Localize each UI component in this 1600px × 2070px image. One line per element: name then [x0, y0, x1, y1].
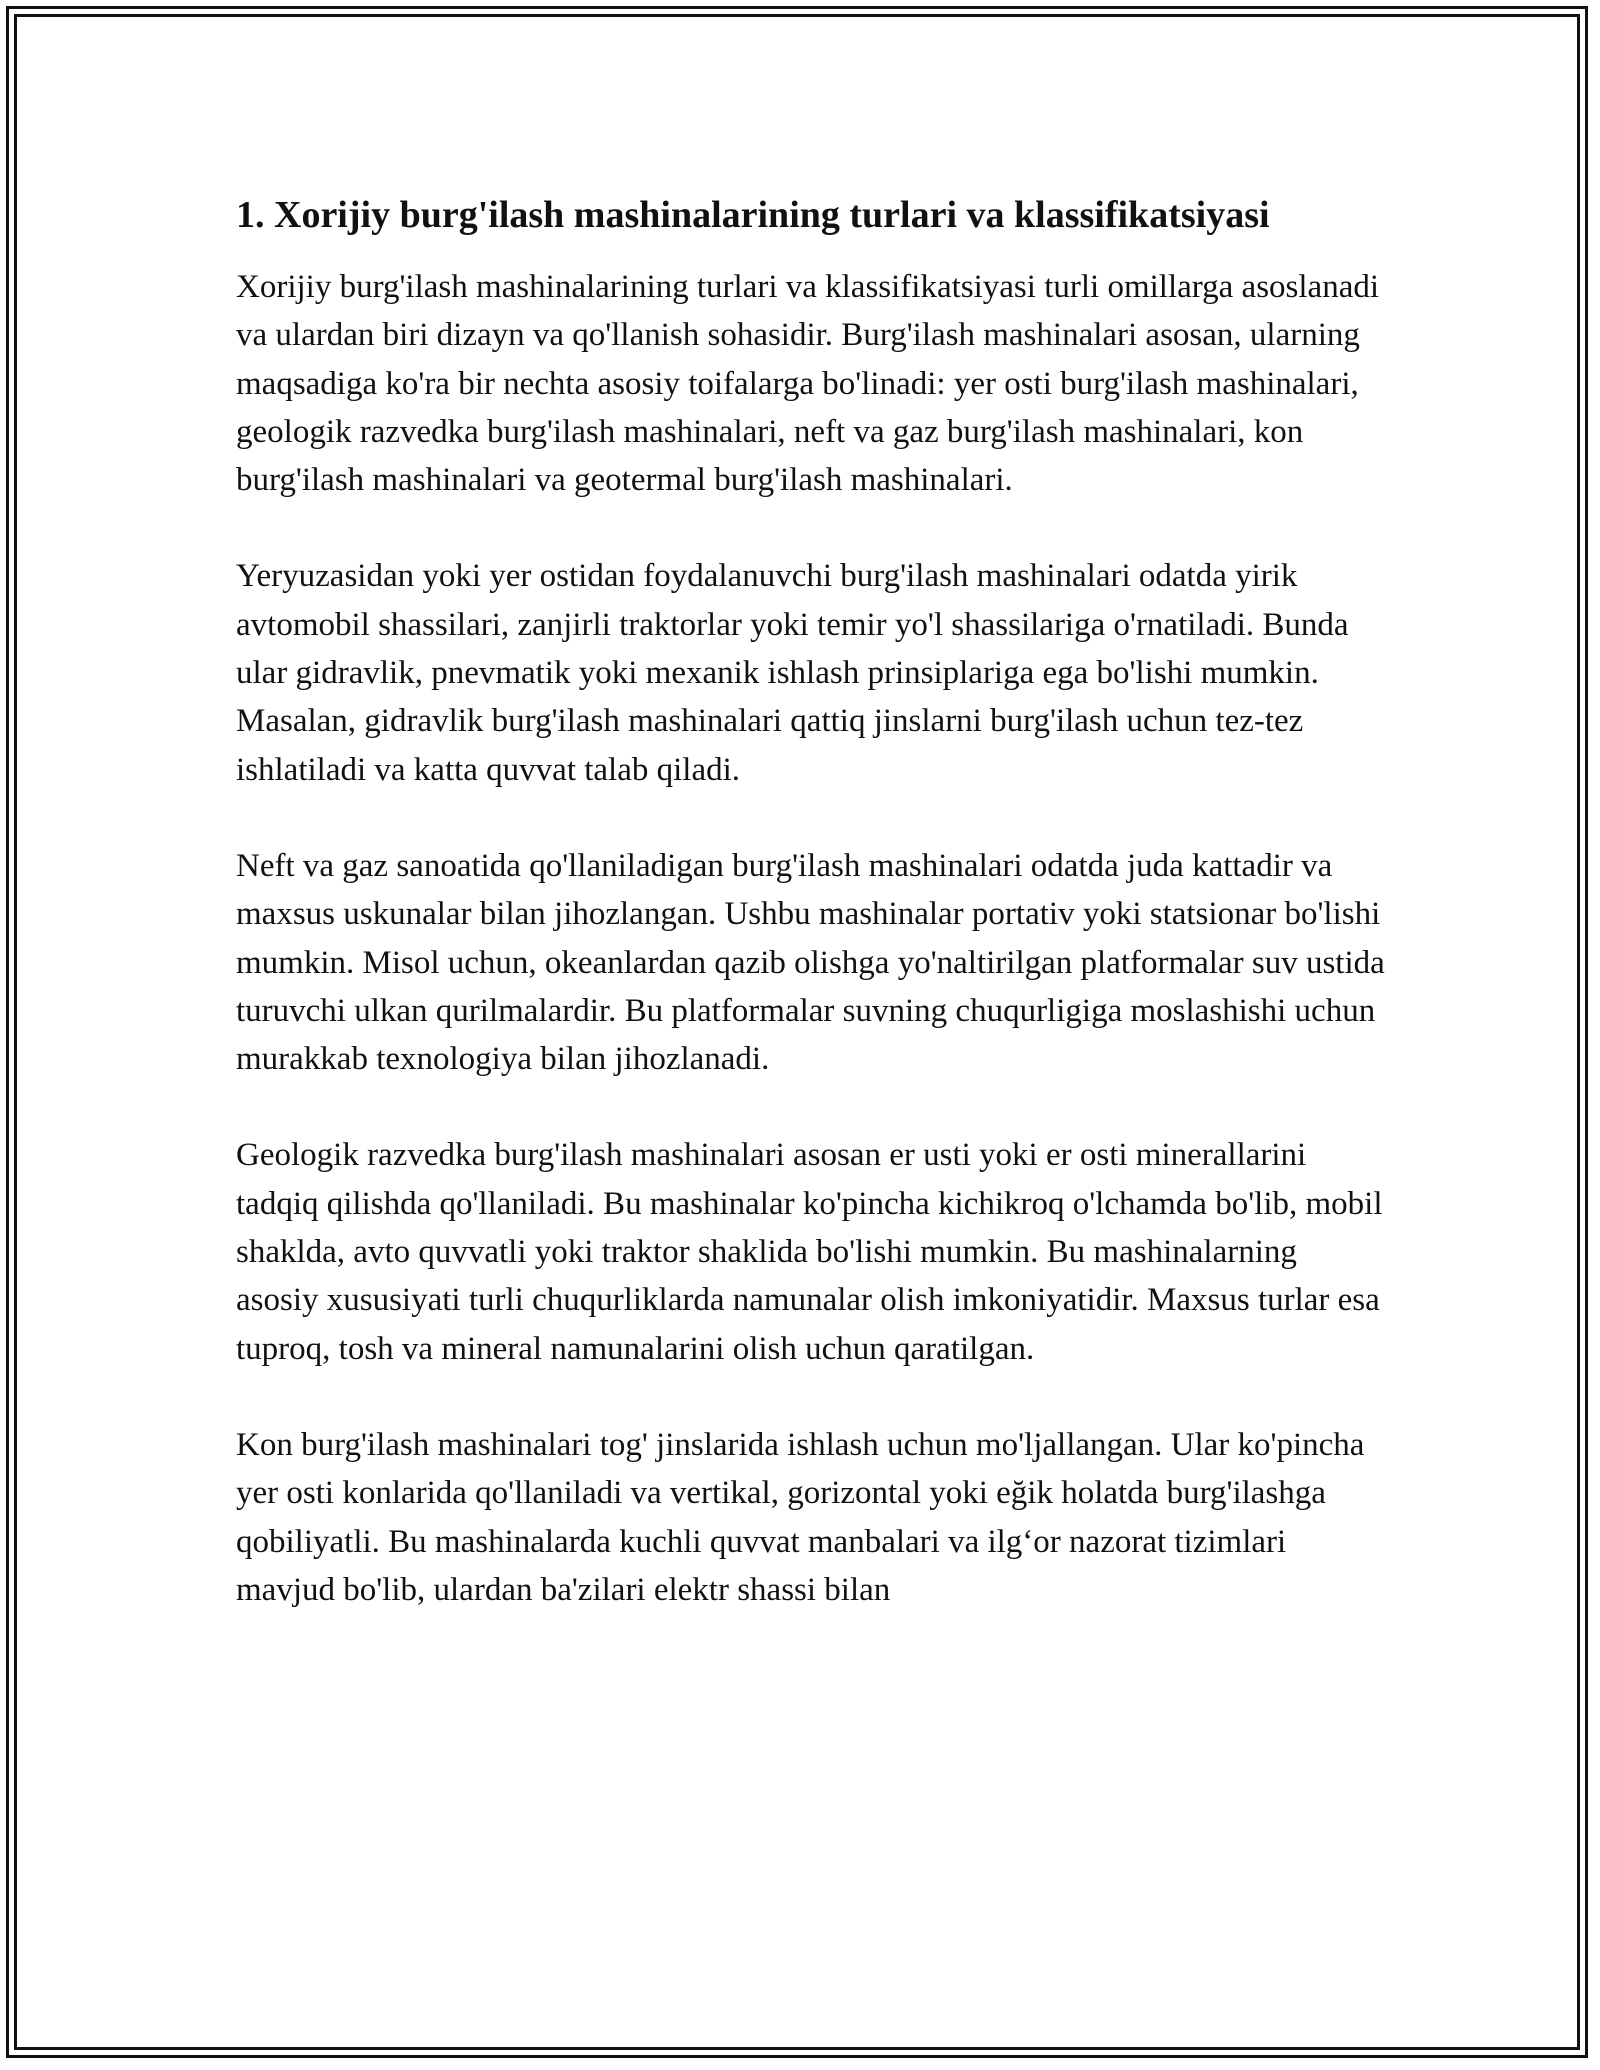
paragraph-2: Yeryuzasidan yoki yer ostidan foydalanuvchi burg'ilash mashinalari odatda yirik avtomobil shassilari, zanjirli traktorlar yoki temir yo'l shassilariga o'rnatiladi. Bunda ular gidravlik, pnevmatik yoki mexanik ishlash prinsiplariga ega bo'lishi mumkin. Masalan, gidravlik burg'ilash mashinalari qattiq jinslarni burg'ilash uchun tez-tez ishlatiladi va katta quvvat talab qiladi.: [236, 558, 1349, 788]
paragraph-5: Kon burg'ilash mashinalari tog' jinslarida ishlash uchun mo'ljallangan. Ular ko'pincha yer osti konlarida qo'llaniladi va vertikal, gorizontal yoki eğik holatda burg'ilashga qobiliyatli. Bu mashinalarda kuchli quvvat manbalari va ilg‘or nazorat tizimlari mavjud bo'lib, ulardan ba'zilari elektr shassi bilan: [236, 1426, 1365, 1608]
document-content: [236, 188, 1386, 1662]
section-heading: 1. Xorijiy burg'ilash mashinalarining turlari va klassifikatsiyasi: [236, 194, 1270, 236]
paragraph-1: Xorijiy burg'ilash mashinalarining turlari va klassifikatsiyasi turli omillarga asoslanadi va ulardan biri dizayn va qo'llanish sohasidir. Burg'ilash mashinalari asosan, ularning maqsadiga ko'ra bir nechta asosiy toifalarga bo'linadi: yer osti burg'ilash mashinalari, geologik razvedka burg'ilash mashinalari, neft va gaz burg'ilash mashinalari, kon burg'ilash mashinalari va geotermal burg'ilash mashinalari.: [236, 269, 1380, 499]
paragraph-3: Neft va gaz sanoatida qo'llaniladigan burg'ilash mashinalari odatda juda kattadir va maxsus uskunalar bilan jihozlangan. Ushbu mashinalar portativ yoki statsionar bo'lishi mumkin. Misol uchun, okeanlardan qazib olishga yo'naltirilgan platformalar suv ustida turuvchi ulkan qurilmalardir. Bu platformalar suvning chuqurligiga moslashishi uchun murakkab texnologiya bilan jihozlanadi.: [236, 847, 1385, 1078]
paragraph-4: Geologik razvedka burg'ilash mashinalari asosan er usti yoki er osti minerallarini tadqiq qilishda qo'llaniladi. Bu mashinalar ko'pincha kichikroq o'lchamda bo'lib, mobil shaklda, avto quvvatli yoki traktor shaklida bo'lishi mumkin. Bu mashinalarning asosiy xususiyati turli chuqurliklarda namunalar olish imkoniyatidir. Maxsus turlar esa tuproq, tosh va mineral namunalarini olish uchun qaratilgan.: [236, 1137, 1383, 1367]
